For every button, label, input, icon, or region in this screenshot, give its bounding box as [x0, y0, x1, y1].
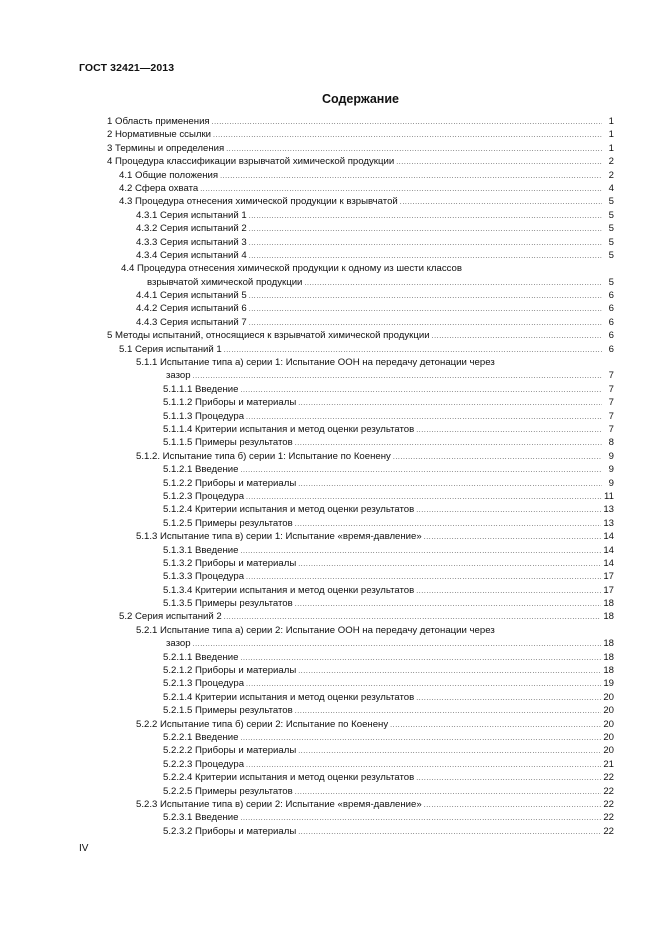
toc-entry-text: 1 Область применения	[107, 116, 210, 127]
toc-entry-page: 22	[603, 798, 614, 810]
toc-entry-text: 4.2 Сфера охвата	[119, 182, 199, 194]
toc-entry-page: 5	[608, 223, 614, 235]
page-number: IV	[79, 843, 89, 854]
toc-entry[interactable]	[107, 825, 614, 838]
toc-dot-leader	[400, 196, 602, 209]
toc-dot-leader	[416, 692, 601, 705]
toc-entry-text: 5.2.2.3 Процедура	[163, 758, 245, 770]
toc-entry[interactable]	[107, 718, 614, 731]
toc-entry[interactable]	[107, 771, 614, 784]
toc-entry-text: 4.3 Процедура отнесения химической продукции к взрывчатой	[119, 196, 398, 208]
toc-dot-leader	[295, 705, 602, 718]
toc-entry-page: 1	[608, 129, 614, 141]
toc-entry[interactable]	[107, 128, 614, 141]
toc-entry-text: 5.1 Серия испытаний 1	[119, 343, 222, 355]
toc-entry-text: 5.1.1.3 Процедура	[163, 410, 245, 422]
toc-entry-page: 20	[603, 705, 614, 717]
toc-entry[interactable]	[107, 624, 614, 637]
toc-entry[interactable]	[107, 222, 614, 235]
toc-entry-text: 5.1.3.3 Процедура	[163, 571, 245, 583]
toc-entry-page: 20	[603, 718, 614, 730]
toc-entry-page: 13	[603, 504, 614, 516]
toc-entry[interactable]	[107, 637, 614, 650]
toc-entry-text: 5.1.1.4 Критерии испытания и метод оценки результатов	[163, 423, 415, 435]
toc-dot-leader	[295, 518, 602, 531]
toc-dot-leader	[212, 116, 602, 129]
toc-dot-leader	[240, 812, 601, 825]
toc-entry-page: 5	[608, 196, 614, 208]
toc-entry-text: 5.1.3.2 Приборы и материалы	[163, 557, 297, 569]
toc-entry-page: 20	[603, 745, 614, 757]
toc-entry-page: 2	[608, 169, 614, 181]
toc-entry-text: 5.1.3.5 Примеры результатов	[163, 598, 293, 610]
toc-dot-leader	[295, 786, 602, 799]
toc-entry-text: 5.2.2.1 Введение	[163, 731, 239, 743]
toc-entry-text: 5.2.2.5 Примеры результатов	[163, 785, 293, 797]
toc-dot-leader	[416, 585, 601, 598]
toc-entry-text: 4.3.2 Серия испытаний 2	[136, 223, 247, 235]
toc-entry-text: 4.4.2 Серия испытаний 6	[136, 303, 247, 315]
toc-entry[interactable]	[107, 530, 614, 543]
toc-entry-text: 5.2.3.1 Введение	[163, 812, 239, 824]
toc-dot-leader	[240, 652, 601, 665]
toc-entry-page: 8	[608, 437, 614, 449]
toc-entry[interactable]	[107, 262, 614, 275]
toc-entry-text: 5 Методы испытаний, относящиеся к взрывчатой химической продукции	[107, 330, 430, 342]
toc-entry-text: 5.2.2.4 Критерии испытания и метод оценки результатов	[163, 772, 415, 784]
toc-entry[interactable]	[107, 557, 614, 570]
toc-entry-page: 22	[603, 825, 614, 837]
toc-entry[interactable]	[107, 664, 614, 677]
toc-dot-leader	[246, 571, 601, 584]
toc-entry-page: 6	[608, 343, 614, 355]
toc-entry-page: 7	[608, 370, 614, 382]
toc-entry-text: 5.1.3 Испытание типа в) серии 1: Испытание «время-давление»	[136, 531, 422, 543]
toc-dot-leader	[246, 411, 602, 424]
toc-dot-leader	[298, 397, 602, 410]
toc-dot-leader	[249, 303, 602, 316]
toc-entry[interactable]	[107, 744, 614, 757]
toc-dot-leader	[298, 558, 601, 571]
toc-entry-page: 7	[608, 397, 614, 409]
document-code-header: ГОСТ 32421—2013	[79, 62, 175, 74]
toc-entry-text: зазор	[166, 638, 191, 650]
toc-entry-text: 5.1.1.1 Введение	[163, 383, 239, 395]
toc-entry-text: взрывчатой химической продукции	[147, 276, 303, 288]
toc-entry-page: 1	[608, 116, 614, 127]
toc-entry-page: 14	[603, 531, 614, 543]
toc-entry[interactable]	[107, 731, 614, 744]
toc-entry-text: 5.1.3.4 Критерии испытания и метод оценки результатов	[163, 584, 415, 596]
toc-entry[interactable]	[107, 450, 614, 463]
toc-entry[interactable]	[107, 597, 614, 610]
toc-entry-text: 5.1.2.1 Введение	[163, 464, 239, 476]
toc-entry-page: 5	[608, 236, 614, 248]
toc-entry-page: 18	[603, 665, 614, 677]
toc-dot-leader	[220, 170, 602, 183]
toc-dot-leader	[213, 129, 602, 142]
toc-entry[interactable]	[107, 610, 614, 623]
toc-entry-text: 4.3.1 Серия испытаний 1	[136, 209, 247, 221]
toc-entry-page: 18	[603, 598, 614, 610]
toc-entry-text: 2 Нормативные ссылки	[107, 129, 212, 141]
toc-dot-leader	[416, 772, 601, 785]
toc-entry-text: 5.2.1.3 Процедура	[163, 678, 245, 690]
toc-entry-page: 6	[608, 316, 614, 328]
toc-entry[interactable]	[107, 785, 614, 798]
toc-dot-leader	[246, 678, 601, 691]
toc-entry-text: 5.2.2 Испытание типа б) серии 2: Испытание по Коенену	[136, 718, 389, 730]
toc-entry[interactable]	[107, 302, 614, 315]
toc-entry-page: 7	[608, 410, 614, 422]
toc-dot-leader	[424, 799, 602, 812]
toc-entry-text: 4 Процедура классификации взрывчатой химической продукции	[107, 156, 395, 168]
toc-entry-page: 22	[603, 785, 614, 797]
toc-dot-leader	[249, 317, 602, 330]
toc-dot-leader	[240, 384, 602, 397]
toc-dot-leader	[304, 277, 602, 290]
toc-entry[interactable]	[107, 503, 614, 516]
toc-entry[interactable]	[107, 115, 614, 128]
toc-dot-leader	[393, 451, 602, 464]
toc-entry[interactable]	[107, 517, 614, 530]
toc-entry-page: 22	[603, 772, 614, 784]
toc-entry-page: 19	[603, 678, 614, 690]
toc-entry-text: 5.2.1 Испытание типа а) серии 2: Испытание ООН на передачу детонации через	[136, 624, 495, 636]
toc-entry[interactable]	[107, 758, 614, 771]
toc-entry[interactable]	[107, 651, 614, 664]
toc-title: Содержание	[321, 92, 399, 106]
toc-dot-leader	[424, 531, 602, 544]
toc-entry-page: 18	[603, 638, 614, 650]
toc-entry-page: 4	[608, 182, 614, 194]
toc-entry-page: 21	[603, 758, 614, 770]
toc-entry-page: 7	[608, 423, 614, 435]
toc-entry-page: 17	[603, 584, 614, 596]
toc-dot-leader	[249, 237, 602, 250]
toc-entry-text: зазор	[166, 370, 191, 382]
toc-entry-text: 5.2.1.1 Введение	[163, 651, 239, 663]
toc-entry[interactable]	[107, 276, 614, 289]
toc-entry[interactable]	[107, 209, 614, 222]
toc-dot-leader	[295, 437, 602, 450]
toc-dot-leader	[432, 330, 602, 343]
toc-entry-page: 1	[608, 142, 614, 154]
toc-entry-text: 5.2 Серия испытаний 2	[119, 611, 222, 623]
toc-entry[interactable]	[107, 343, 614, 356]
toc-entry-text: 4.3.4 Серия испытаний 4	[136, 249, 247, 261]
toc-entry[interactable]	[107, 477, 614, 490]
toc-dot-leader	[298, 745, 601, 758]
toc-entry[interactable]	[107, 704, 614, 717]
toc-entry[interactable]	[107, 691, 614, 704]
toc-entry-page: 18	[603, 651, 614, 663]
toc-dot-leader	[240, 464, 602, 477]
toc-entry[interactable]	[107, 423, 614, 436]
toc-entry-page: 9	[608, 464, 614, 476]
toc-dot-leader	[249, 250, 602, 263]
toc-entry[interactable]	[107, 490, 614, 503]
toc-entry[interactable]	[107, 316, 614, 329]
toc-dot-leader	[246, 759, 601, 772]
toc-entry[interactable]	[107, 584, 614, 597]
toc-entry-text: 5.2.1.2 Приборы и материалы	[163, 665, 297, 677]
toc-dot-leader	[249, 290, 602, 303]
toc-entry[interactable]	[107, 811, 614, 824]
toc-entry-page: 17	[603, 571, 614, 583]
toc-entry[interactable]	[107, 155, 614, 168]
toc-entry-text: 5.1.2.2 Приборы и материалы	[163, 477, 297, 489]
toc-entry-page: 20	[603, 731, 614, 743]
toc-entry-page: 20	[603, 691, 614, 703]
toc-dot-leader	[200, 183, 602, 196]
toc-entry-text: 5.1.3.1 Введение	[163, 544, 239, 556]
toc-dot-leader	[224, 344, 602, 357]
toc-entry[interactable]	[107, 369, 614, 382]
toc-dot-leader	[226, 143, 602, 156]
toc-entry[interactable]	[107, 289, 614, 302]
toc-dot-leader	[396, 156, 602, 169]
toc-entry-text: 4.4.3 Серия испытаний 7	[136, 316, 247, 328]
toc-entry-page: 6	[608, 303, 614, 315]
toc-entry-text: 5.2.3 Испытание типа в) серии 2: Испытание «время-давление»	[136, 798, 422, 810]
toc-entry-text: 5.1.1.5 Примеры результатов	[163, 437, 293, 449]
toc-entry-text: 5.1.2.5 Примеры результатов	[163, 517, 293, 529]
toc-entry[interactable]	[107, 236, 614, 249]
toc-dot-leader	[298, 665, 601, 678]
toc-entry-text: 4.1 Общие положения	[119, 169, 219, 181]
toc-entry-page: 13	[603, 517, 614, 529]
toc-dot-leader	[224, 611, 602, 624]
toc-entry[interactable]	[107, 544, 614, 557]
toc-entry-page: 5	[608, 276, 614, 288]
toc-entry-page: 5	[608, 209, 614, 221]
toc-entry[interactable]	[107, 798, 614, 811]
toc-entry-page: 9	[608, 477, 614, 489]
toc-entry-page: 5	[608, 249, 614, 261]
toc-entry-text: 5.1.2. Испытание типа б) серии 1: Испытание по Коенену	[136, 450, 391, 462]
toc-entry-text: 5.2.3.2 Приборы и материалы	[163, 825, 297, 837]
toc-entry[interactable]	[107, 410, 614, 423]
toc-entry[interactable]	[107, 436, 614, 449]
toc-dot-leader	[193, 370, 602, 383]
toc-dot-leader	[249, 223, 602, 236]
toc-dot-leader	[240, 732, 601, 745]
toc-entry-page: 11	[604, 490, 614, 502]
toc-entry[interactable]	[107, 383, 614, 396]
toc-entry-text: 4.3.3 Серия испытаний 3	[136, 236, 247, 248]
toc-entry-page: 14	[603, 544, 614, 556]
toc-entry-text: 5.2.2.2 Приборы и материалы	[163, 745, 297, 757]
toc-entry-text: 5.2.1.5 Примеры результатов	[163, 705, 293, 717]
toc-entry-page: 7	[608, 383, 614, 395]
toc-entry[interactable]	[107, 249, 614, 262]
toc-entry[interactable]	[107, 182, 614, 195]
toc-dot-leader	[416, 424, 602, 437]
toc-entry[interactable]	[107, 356, 614, 369]
toc-dot-leader	[246, 491, 602, 504]
toc-entry-page: 6	[608, 290, 614, 302]
toc-entry-text: 4.4 Процедура отнесения химической продукции к одному из шести классов	[121, 263, 462, 275]
toc-entry[interactable]	[107, 396, 614, 409]
toc-entry-page: 22	[603, 812, 614, 824]
toc-entry[interactable]	[107, 570, 614, 583]
toc-dot-leader	[416, 504, 601, 517]
toc-dot-leader	[298, 826, 601, 839]
table-of-contents	[107, 115, 614, 838]
toc-entry[interactable]	[107, 142, 614, 155]
toc-entry-page: 14	[603, 557, 614, 569]
toc-entry-page: 6	[608, 330, 614, 342]
toc-entry-text: 5.1.1 Испытание типа а) серии 1: Испытание ООН на передачу детонации через	[136, 357, 495, 369]
toc-entry-text: 5.2.1.4 Критерии испытания и метод оценки результатов	[163, 691, 415, 703]
toc-entry-page: 9	[608, 450, 614, 462]
toc-entry[interactable]	[107, 195, 614, 208]
toc-entry[interactable]	[107, 329, 614, 342]
toc-dot-leader	[249, 210, 602, 223]
toc-entry-text: 3 Термины и определения	[107, 142, 225, 154]
toc-entry-text: 5.1.1.2 Приборы и материалы	[163, 397, 297, 409]
toc-entry[interactable]	[107, 463, 614, 476]
toc-dot-leader	[298, 478, 602, 491]
toc-dot-leader	[193, 638, 602, 651]
toc-dot-leader	[295, 598, 602, 611]
toc-dot-leader	[390, 719, 601, 732]
toc-entry-text: 4.4.1 Серия испытаний 5	[136, 290, 247, 302]
toc-entry-text: 5.1.2.4 Критерии испытания и метод оценки результатов	[163, 504, 415, 516]
toc-entry[interactable]	[107, 677, 614, 690]
toc-entry-text: 5.1.2.3 Процедура	[163, 490, 245, 502]
toc-entry-page: 18	[603, 611, 614, 623]
toc-entry-page: 2	[608, 156, 614, 168]
toc-dot-leader	[240, 545, 601, 558]
toc-entry[interactable]	[107, 169, 614, 182]
